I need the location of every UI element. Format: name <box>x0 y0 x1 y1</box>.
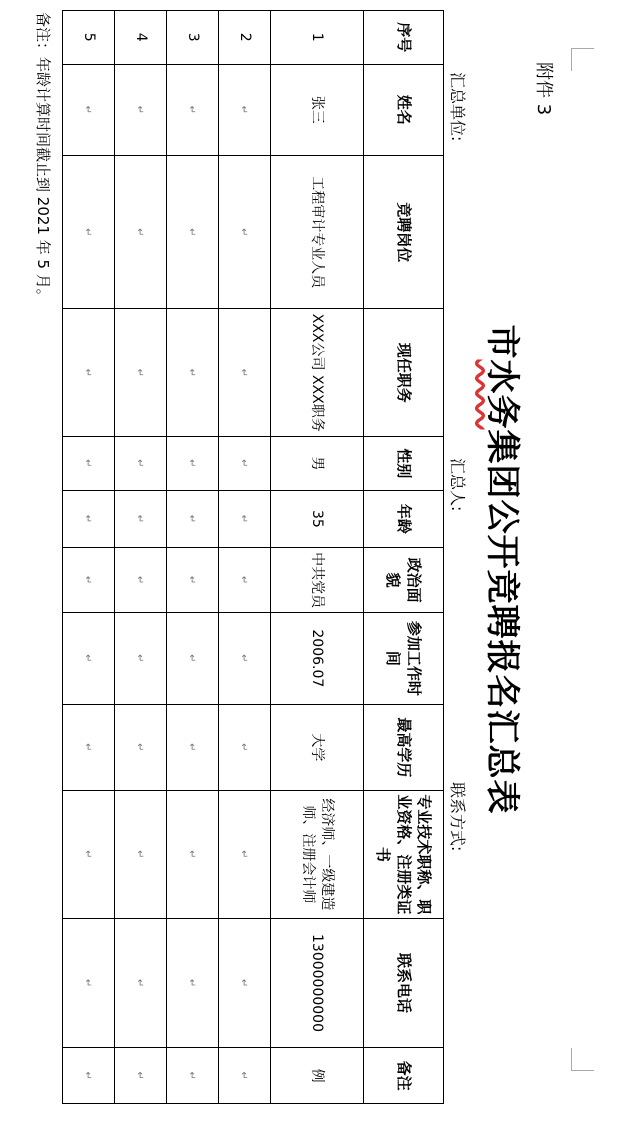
column-header: 竞聘岗位 <box>364 156 444 309</box>
table-cell: ↵ <box>166 64 218 156</box>
applicants-table <box>62 10 444 1104</box>
table-cell: ↵ <box>63 613 115 705</box>
table-cell: 工程审计专业人员 <box>270 156 363 309</box>
table-cell: ↵ <box>63 309 115 437</box>
table-cell: ↵ <box>63 490 115 548</box>
contact-label: 联系方式: <box>448 782 467 852</box>
table-cell: ↵ <box>63 64 115 156</box>
table-cell: 1 <box>270 11 363 65</box>
table-cell: ↵ <box>218 1048 270 1104</box>
column-header: 年龄 <box>364 490 444 548</box>
table-cell: ↵ <box>218 156 270 309</box>
table-cell: 大学 <box>270 704 363 790</box>
column-header: 联系电话 <box>364 918 444 1048</box>
table-cell: 经济师、一级建造师、注册会计师 <box>270 791 363 919</box>
column-header: 姓名 <box>364 64 444 156</box>
table-cell: ↵ <box>166 791 218 919</box>
table-cell: ↵ <box>166 1048 218 1104</box>
table-cell: ↵ <box>218 437 270 491</box>
table-cell: ↵ <box>115 548 167 613</box>
page-corner-mark <box>571 48 594 71</box>
column-header: 现任职务 <box>364 309 444 437</box>
table-cell: ↵ <box>166 437 218 491</box>
table-cell: ↵ <box>63 1048 115 1104</box>
table-cell: ↵ <box>166 918 218 1048</box>
table-cell: 2 <box>218 11 270 65</box>
table-cell: ↵ <box>115 156 167 309</box>
table-cell: ↵ <box>115 918 167 1048</box>
column-header: 专业技术职称、职业资格、注册类证书 <box>364 791 444 919</box>
table-cell: ↵ <box>63 791 115 919</box>
table-row <box>63 11 115 1104</box>
table-cell: 男 <box>270 437 363 491</box>
table-cell: ↵ <box>166 548 218 613</box>
table-cell: ↵ <box>115 1048 167 1104</box>
table-cell: 5 <box>63 11 115 65</box>
table-cell: ↵ <box>166 704 218 790</box>
table-cell: ↵ <box>63 704 115 790</box>
table-row <box>270 11 363 1104</box>
title-part: 集团公开竞聘报名汇总表 <box>482 429 522 815</box>
table-cell: ↵ <box>218 490 270 548</box>
table-cell: 例 <box>270 1048 363 1104</box>
table-header-row <box>364 11 444 1104</box>
table-cell: ↵ <box>63 918 115 1048</box>
page-title <box>481 0 530 1139</box>
footnote: 备注：年龄计算时间截止到 2021 年 5 月。 <box>34 12 52 304</box>
table-cell: 13000000000 <box>270 918 363 1048</box>
attachment-label: 附件 3 <box>533 62 554 116</box>
table-cell: XXX公司 XXX职务 <box>270 309 363 437</box>
table-row <box>218 11 270 1104</box>
table-cell: 中共党员 <box>270 548 363 613</box>
table-cell: ↵ <box>166 613 218 705</box>
table-cell: 4 <box>115 11 167 65</box>
table-cell: ↵ <box>115 704 167 790</box>
column-header: 性别 <box>364 437 444 491</box>
table-cell: 张三 <box>270 64 363 156</box>
table-cell: ↵ <box>115 437 167 491</box>
table-cell: 3 <box>166 11 218 65</box>
table-cell: ↵ <box>218 791 270 919</box>
table-cell: ↵ <box>218 309 270 437</box>
table-row <box>115 11 167 1104</box>
table-cell: 2006.07 <box>270 613 363 705</box>
column-header: 备注 <box>364 1048 444 1104</box>
table-cell: ↵ <box>63 548 115 613</box>
table-cell: ↵ <box>218 918 270 1048</box>
table-cell: ↵ <box>115 490 167 548</box>
table-cell: ↵ <box>166 490 218 548</box>
table-row <box>166 11 218 1104</box>
table-cell: 35 <box>270 490 363 548</box>
column-header: 政治面貌 <box>364 548 444 613</box>
unit-label: 汇总单位: <box>448 72 467 142</box>
column-header: 参加工作时间 <box>364 613 444 705</box>
table-cell: ↵ <box>218 704 270 790</box>
table-cell: ↵ <box>218 64 270 156</box>
table-cell: ↵ <box>115 791 167 919</box>
table-cell: ↵ <box>166 156 218 309</box>
column-header: 最高学历 <box>364 704 444 790</box>
table-cell: ↵ <box>166 309 218 437</box>
table-cell: ↵ <box>218 613 270 705</box>
table-cell: ↵ <box>63 437 115 491</box>
page-corner-mark <box>571 1048 594 1071</box>
table-cell: ↵ <box>115 613 167 705</box>
table-cell: ↵ <box>115 309 167 437</box>
title-part-spellcheck: 水务 <box>482 359 522 430</box>
collector-label: 汇总人: <box>448 458 467 512</box>
title-part: 市 <box>482 324 522 360</box>
table-cell: ↵ <box>115 64 167 156</box>
table-cell: ↵ <box>63 156 115 309</box>
column-header: 序号 <box>364 11 444 65</box>
table-cell: ↵ <box>218 548 270 613</box>
